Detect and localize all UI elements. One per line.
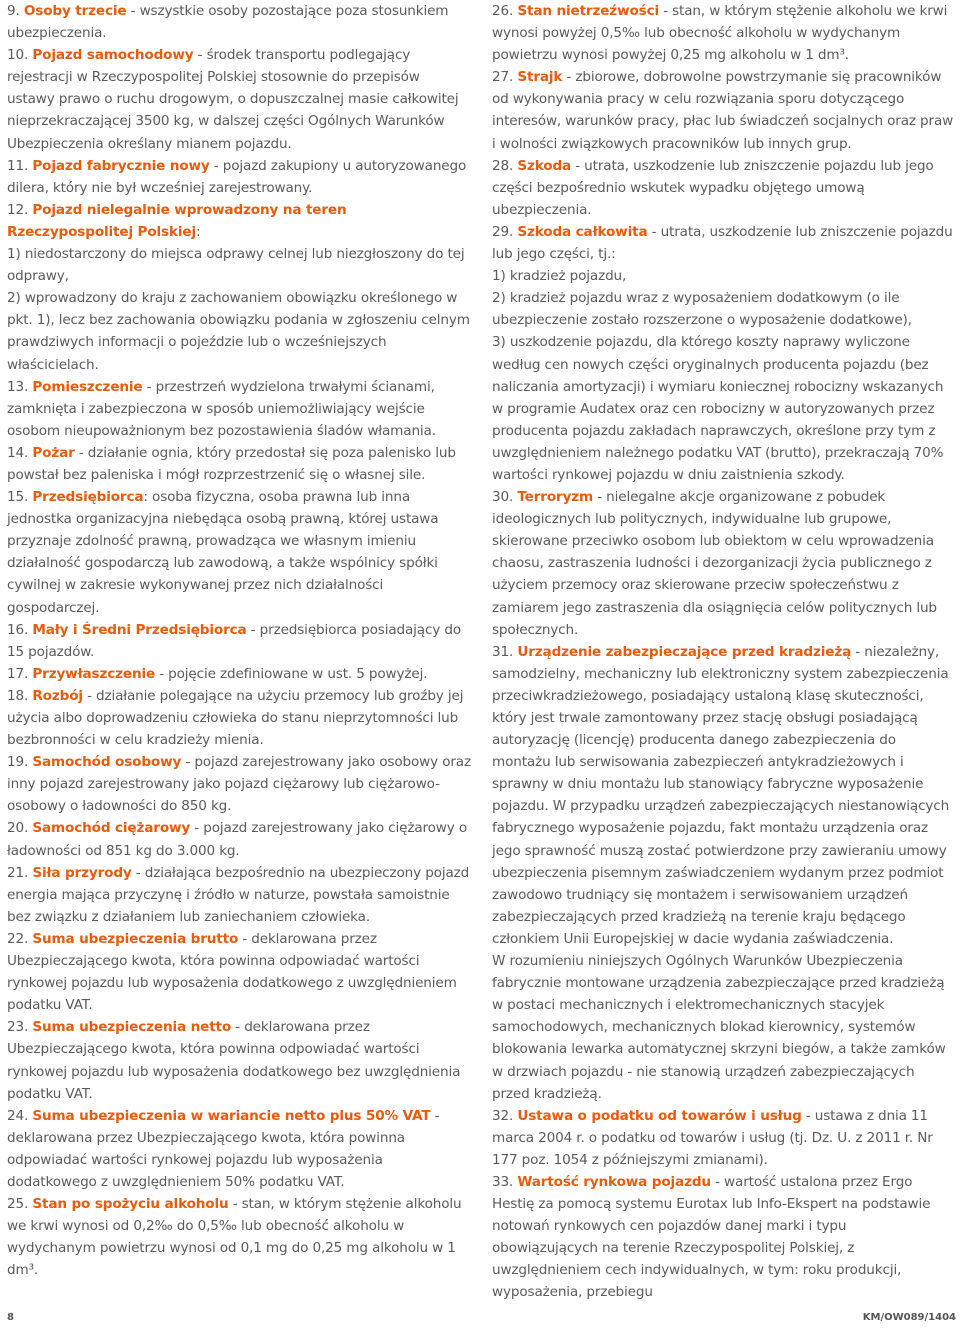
definition-term: Strajk (517, 69, 563, 86)
definition-number: 32. (492, 1107, 514, 1124)
definition-text: - niezależny, samodzielny, mechaniczny lub elektroniczny system zabezpieczenia przeciwkradzieżowego, posiadający ustaloną klasę skuteczności, który jest trwale zamontowany przez stację obsługi posiadającą autoryzację (licencję) producenta danego zabezpieczenia do montażu lub serwisowania zabezpieczeń antykradzieżowych i sprawny w dniu montażu lub stanowiący fabryczne wyposażenie pojazdu. W przypadku urządzeń zabezpieczających niestanowiących fabrycznego wyposażenie pojazdu, fakt montażu urządzenia oraz jego sprawność muszą zostać potwierdzone przy zawieraniu umowy ubezpieczenia pisemnym zaświadczeniem wydanym przez podmiot zawodowo trudniący się montażem i serwisowaniem urządzeń zabezpieczających przed kradzieżą na terenie kraju będącego członkiem Unii Europejskiej w dacie wydania zaświadczenia. (492, 643, 950, 947)
definition-text: - ustawa z dnia 11 marca 2004 r. o podatku od towarów i usług (tj. Dz. U. z 2011 r. Nr 177 poz. 1054 z późniejszymi zmianami). (492, 1107, 933, 1168)
definition-term: Pomieszczenie (32, 378, 143, 395)
definition-term: Suma ubezpieczenia netto (32, 1019, 232, 1036)
definition-item (7, 442, 471, 486)
definition-subitem: 2) wprowadzony do kraju z zachowaniem obowiązku określonego w pkt. 1), lecz bez zachowania obowiązku podania w zgłoszeniu celnym prawdziwych informacji o pojeździe lub o wcześniejszych właścicielach. (7, 290, 470, 373)
definition-item (492, 221, 954, 265)
definition-item (7, 486, 471, 619)
definition-item (492, 1171, 954, 1304)
definition-item (492, 155, 954, 221)
definition-term: Osoby trzecie (23, 3, 127, 19)
definition-item (7, 685, 471, 751)
definition-subitem: 1) niedostarczony do miejsca odprawy celnej lub niezgłoszony do tej odprawy, (7, 246, 465, 285)
definition-number: 17. (7, 665, 29, 682)
definition-number: 9. (7, 3, 20, 19)
definition-text: - działanie polegające na użyciu przemocy lub groźby jej użycia albo doprowadzeniu człowieka do stanu nieprzytomności lub bezbronności w celu kradzieży mienia. (7, 687, 464, 749)
definition-item (7, 0, 471, 44)
definition-text: - pojazd zarejestrowany jako osobowy oraz inny pojazd zarejestrowany jako pojazd ciężarowy lub ciężarowo-osobowy o ładowności do 850 kg. (7, 754, 471, 815)
definition-text: : (195, 223, 201, 240)
definition-text: - pojęcie zdefiniowane w ust. 5 powyżej. (155, 665, 428, 682)
definition-term: Ustawa o podatku od towarów i usług (517, 1107, 802, 1124)
definition-term: Pojazd fabrycznie nowy (32, 157, 210, 174)
definition-text: - deklarowana przez Ubezpieczającego kwota, która powinna odpowiadać wartości rynkowej pojazdu lub wyposażenia dodatkowego bez uwzględnienia podatku VAT. (7, 1019, 461, 1102)
definition-number: 11. (7, 157, 29, 174)
definition-text: - stan, w którym stężenie alkoholu we krwi wynosi powyżej 0,5‰ lub obecność alkoholu w wydychanym powietrzu wynosi powyżej 0,25 mg alkoholu w 1 dm³. (492, 3, 948, 64)
left-column (7, 0, 471, 1281)
definition-number: 31. (492, 643, 514, 660)
definition-term: Suma ubezpieczenia brutto (32, 930, 239, 947)
definition-term: Mały i Średni Przedsiębiorca (32, 621, 247, 638)
definition-text: - utrata, uszkodzenie lub zniszczenie pojazdu lub jego części bezpośrednio wskutek wypadku objętego umową ubezpieczenia. (492, 157, 934, 218)
definition-term: Wartość rynkowa pojazdu (517, 1173, 711, 1190)
definition-item (7, 1105, 471, 1193)
definition-item (7, 751, 471, 817)
right-column (492, 0, 954, 1304)
definition-term: Terroryzm (517, 489, 594, 506)
definition-text: - przestrzeń wydzielona trwałymi ścianami, zamknięta i zabezpieczona w sposób uniemożliwiający wejście osobom nieupoważnionym bez pozostawienia śladów włamania. (7, 378, 436, 439)
definition-term: Urządzenie zabezpieczające przed kradzieżą (517, 643, 852, 660)
document-code: KM/OW089/1404 (862, 1312, 956, 1323)
definition-item (7, 862, 471, 928)
definition-number: 12. (7, 201, 29, 218)
definition-term: Stan nietrzeźwości (517, 3, 660, 19)
definition-text: - środek transportu podlegający rejestracji w Rzeczypospolitej Polskiej stosownie do przepisów ustawy prawo o ruchu drogowym, o dopuszczalnej masie całkowitej nieprzekraczającej 3500 kg, w dalszej części Ogólnych Warunków Ubezpieczenia określany mianem pojazdu. (7, 47, 459, 152)
definition-item (7, 928, 471, 1016)
definition-number: 13. (7, 378, 29, 395)
definition-number: 18. (7, 687, 29, 704)
definition-term: Stan po spożyciu alkoholu (32, 1196, 229, 1213)
definition-text: - działająca bezpośrednio na ubezpieczony pojazd energia mająca przyczynę i źródło w naturze, powstała samoistnie bez związku z działaniem lub zaniechaniem człowieka. (7, 864, 470, 925)
definition-item (492, 641, 954, 950)
definition-subitem: W rozumieniu niniejszych Ogólnych Warunków Ubezpieczenia fabrycznie montowane urządzenia zabezpieczające przed kradzieżą w postaci mechanicznych i elektromechanicznych stacyjek samochodowych, mechanicznych blokad kierownicy, systemów blokowania lewarka automatycznej skrzyni biegów, a także zamków w drzwiach pojazdu - nie stanowią urządzeń zabezpieczających przed kradzieżą. (492, 953, 946, 1102)
definition-item (492, 66, 954, 154)
page-number: 8 (7, 1312, 14, 1323)
definition-text: - deklarowana przez Ubezpieczającego kwota, która powinna odpowiadać wartości rynkowej pojazdu lub wyposażenia dodatkowego z uwzględnieniem 50% podatku VAT. (7, 1107, 440, 1190)
definition-term: Szkoda (517, 157, 572, 174)
definition-text: - wartość ustalona przez Ergo Hestię za pomocą systemu Eurotax lub Info-Ekspert na podstawie notowań rynkowych cen pojazdów danej marki i typu obowiązujących na terenie Rzeczypospolitej Polskiej, z uwzględnieniem cech indywidualnych, w tym: roku produkcji, wyposażenia, przebiegu (492, 1173, 931, 1301)
definition-item (7, 199, 471, 243)
definition-item (7, 44, 471, 154)
definition-text: : osoba fizyczna, osoba prawna lub inna jednostka organizacyjna niebędąca osobą prawną, której ustawa przyznaje zdolność prawną, prowadząca we własnym imieniu działalność gospodarczą lub zawodową, a także wspólnicy spółki cywilnej w zakresie wykonywanej przez nich działalności gospodarczej. (7, 489, 439, 616)
definition-number: 25. (7, 1196, 29, 1213)
definition-number: 22. (7, 930, 29, 947)
definition-item (492, 0, 954, 66)
definition-term: Pożar (32, 444, 75, 461)
definition-number: 14. (7, 444, 29, 461)
definition-item (7, 817, 471, 861)
definition-term: Siła przyrody (32, 864, 132, 881)
definition-item (492, 1105, 954, 1171)
definition-text: - pojazd zakupiony u autoryzowanego dilera, który nie był wcześniej zarejestrowany. (7, 157, 467, 196)
definition-item (7, 663, 471, 685)
definition-number: 29. (492, 223, 514, 240)
definition-number: 28. (492, 157, 514, 174)
definition-item (7, 155, 471, 199)
definition-subitem: 3) uszkodzenie pojazdu, dla którego koszty naprawy wyliczone według cen nowych części oryginalnych producenta pojazdu (bez naliczania amortyzacji) i wymiaru koniecznej robocizny wskazanych w programie Audatex oraz cen robocizny w autoryzowanych przez producenta pojazdu zakładach naprawczych, określone przy tym z uwzględnieniem należnego podatku VAT (brutto), przekraczają 70% wartości rynkowej pojazdu w dniu zaistnienia szkody. (492, 334, 944, 483)
definition-number: 30. (492, 489, 514, 506)
definition-text: - deklarowana przez Ubezpieczającego kwota, która powinna odpowiadać wartości rynkowej pojazdu lub wyposażenia dodatkowego z uwzględnieniem podatku VAT. (7, 930, 457, 1014)
definition-term: Przedsiębiorca (32, 489, 144, 506)
definition-term: Suma ubezpieczenia w wariancie netto plus 50% VAT (32, 1107, 431, 1124)
definition-number: 15. (7, 489, 29, 506)
definition-number: 24. (7, 1107, 29, 1124)
definition-number: 33. (492, 1173, 514, 1190)
definition-number: 27. (492, 69, 514, 86)
definition-subitem: 1) kradzież pojazdu, (492, 268, 627, 285)
definition-text: - zbiorowe, dobrowolne powstrzymanie się pracowników od wykonywania pracy w celu rozwiązania sporu dotyczącego interesów, warunków pracy, płac lub świadczeń socjalnych oraz praw i wolności związkowych pracowników lub innych grup. (492, 69, 954, 152)
definition-number: 20. (7, 820, 29, 837)
definition-text: - pojazd zarejestrowany jako ciężarowy o ładowności od 851 kg do 3.000 kg. (7, 820, 468, 859)
definition-number: 21. (7, 864, 29, 881)
definition-term: Pojazd nielegalnie wprowadzony na teren Rzeczypospolitej Polskiej (7, 201, 347, 240)
definition-term: Przywłaszczenie (32, 665, 156, 682)
definition-item (7, 376, 471, 442)
definition-item (492, 486, 954, 641)
definition-term: Pojazd samochodowy (32, 47, 194, 64)
definition-number: 26. (492, 3, 514, 19)
definition-text: - działanie ognia, który przedostał się poza palenisko lub powstał bez paleniska i mógł rozprzestrzenić się o własnej sile. (7, 444, 456, 483)
definition-text: - utrata, uszkodzenie lub zniszczenie pojazdu lub jego części, tj.: (492, 223, 953, 263)
definition-term: Samochód ciężarowy (32, 820, 191, 837)
definition-text: - wszystkie osoby pozostające poza stosunkiem ubezpieczenia. (7, 3, 449, 42)
definition-item (7, 619, 471, 663)
definition-number: 16. (7, 621, 29, 638)
definition-term: Samochód osobowy (32, 754, 182, 771)
definition-term: Szkoda całkowita (517, 223, 648, 240)
definition-item (7, 1193, 471, 1281)
definition-number: 23. (7, 1019, 29, 1036)
definition-text: - nielegalne akcje organizowane z pobudek ideologicznych lub politycznych, indywidualne lub grupowe, skierowane przeciwko osobom lub obiektom w celu wprowadzenia chaosu, zastraszenia ludności i dezorganizacji życia publicznego z użyciem przemocy oraz skierowane przeciw społeczeństwu z zamiarem jego zastraszenia dla osiągnięcia celów politycznych lub społecznych. (492, 489, 937, 638)
definition-term: Rozbój (32, 687, 83, 704)
definition-subitem: 2) kradzież pojazdu wraz z wyposażeniem dodatkowym (o ile ubezpieczenie zostało rozszerzone o wyposażenie dodatkowe), (492, 290, 912, 329)
definition-number: 10. (7, 47, 29, 64)
definition-text: - przedsiębiorca posiadający do 15 pojazdów. (7, 621, 462, 660)
definition-text: - stan, w którym stężenie alkoholu we krwi wynosi od 0,2‰ do 0,5‰ lub obecność alkoholu w wydychanym powietrzu wynosi od 0,1 mg do 0,25 mg alkoholu w 1 dm³. (7, 1196, 462, 1279)
definition-item (7, 1016, 471, 1104)
definition-number: 19. (7, 754, 29, 771)
